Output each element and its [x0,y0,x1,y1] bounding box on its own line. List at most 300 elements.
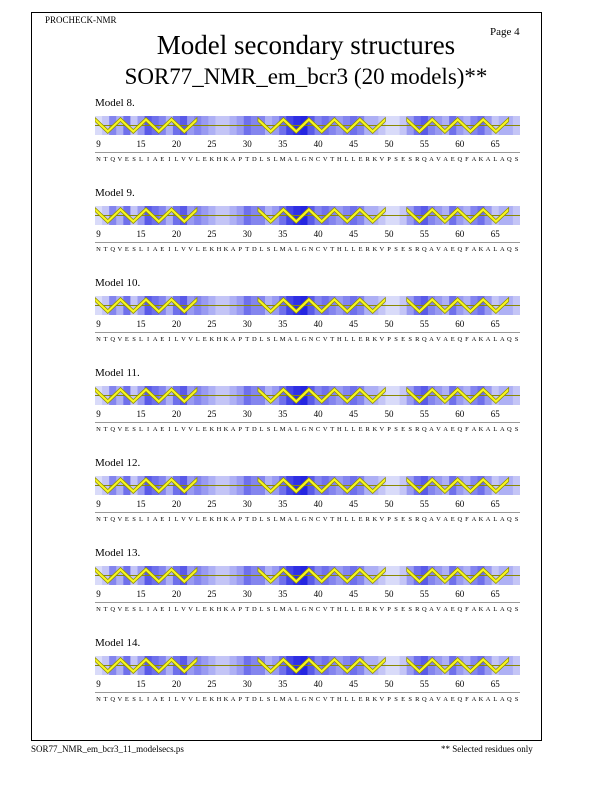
residue-letter: F [465,426,469,433]
residue-letter: K [478,156,484,163]
residue-letter: A [485,606,491,613]
residue-letter: S [132,336,136,343]
residue-letter: L [294,426,299,433]
residue-letter: L [294,156,299,163]
residue-number-axis [95,139,520,151]
residue-letter: V [379,516,385,523]
residue-letter: I [168,426,171,433]
residue-number-tick: 35 [278,139,288,149]
residue-letter: L [294,246,299,253]
residue-letter: L [493,426,498,433]
residue-letter: R [415,156,420,163]
residue-letter: L [259,246,264,253]
residue-letter: L [273,246,278,253]
model-block [0,637,612,717]
residue-number-tick: 35 [278,679,288,689]
residue-letter: V [436,606,441,613]
residue-letter: H [337,606,342,613]
residue-letter: A [152,156,158,163]
residue-letter: N [308,696,314,703]
residue-letter: C [315,696,321,703]
secondary-structure-track [95,296,520,315]
residue-letter: S [394,606,398,613]
residue-number-tick: 30 [242,229,252,239]
residue-letter: N [308,246,314,253]
residue-letter: H [337,156,342,163]
residue-letter: V [117,156,123,163]
residue-letter: K [223,696,229,703]
residue-letter: A [152,606,158,613]
residue-number-tick: 20 [172,229,181,239]
residue-letter: S [394,696,398,703]
residue-letter: E [160,696,165,703]
residue-letter: V [188,516,193,523]
residue-letter: E [401,426,406,433]
residue-letter: V [188,246,193,253]
residue-letter: T [330,246,335,253]
residue-letter: E [450,696,455,703]
residue-number-tick: 9 [96,499,101,509]
residue-letter: L [259,516,264,523]
residue-letter: N [308,606,314,613]
residue-letter: E [358,696,363,703]
residue-letter: V [436,156,441,163]
residue-letter: A [230,516,236,523]
residue-letter: L [294,516,299,523]
residue-letter: A [485,696,491,703]
residue-letter: A [230,156,236,163]
sequence-divider [95,152,520,153]
residue-letter: R [415,246,420,253]
residue-letter: E [160,156,165,163]
residue-number-tick: 25 [207,499,217,509]
residue-letter: E [401,696,406,703]
residue-letter: L [493,246,498,253]
residue-number-tick: 15 [136,409,146,419]
residue-letter: L [351,426,356,433]
residue-number-tick: 40 [313,319,323,329]
model-label: Model 11. [95,367,140,379]
residue-letter: C [315,246,321,253]
residue-letter: S [394,336,398,343]
residue-letter: E [358,606,363,613]
residue-letter: E [358,426,363,433]
residue-letter: V [379,246,385,253]
residue-letter: F [465,336,469,343]
residue-number-tick: 40 [313,499,323,509]
residue-letter: Q [110,606,116,613]
residue-letter: K [223,516,229,523]
residue-letter: A [499,156,505,163]
residue-sequence [95,156,520,166]
residue-letter: E [124,516,129,523]
residue-number-tick: 20 [172,409,181,419]
residue-letter: I [147,156,150,163]
residue-letter: L [294,606,299,613]
residue-letter: S [514,696,519,703]
residue-letter: Q [422,516,427,523]
residue-letter: E [124,696,129,703]
residue-letter: S [132,246,136,253]
residue-letter: A [499,606,505,613]
residue-letter: T [103,516,108,523]
residue-letter: Q [110,696,116,703]
residue-letter: A [429,156,434,163]
residue-number-tick: 25 [207,409,217,419]
residue-number-axis [95,409,520,421]
residue-letter: T [103,426,108,433]
residue-letter: G [301,156,307,163]
residue-number-tick: 40 [313,229,323,239]
residue-letter: K [209,246,215,253]
residue-letter: V [322,606,328,613]
residue-letter: Q [110,156,116,163]
residue-number-axis [95,229,520,241]
residue-letter: H [337,336,342,343]
residue-letter: Q [457,606,463,613]
residue-letter: K [478,696,484,703]
residue-letter: T [330,696,335,703]
residue-letter: L [195,246,200,253]
residue-number-tick: 45 [349,319,358,329]
residue-letter: P [387,246,391,253]
footer-filename: SOR77_NMR_em_bcr3_11_modelsecs.ps [31,744,184,754]
sequence-divider [95,512,520,513]
residue-letter: I [147,606,150,613]
residue-letter: E [202,156,207,163]
residue-letter: R [365,156,370,163]
residue-letter: L [195,336,200,343]
residue-letter: C [315,336,321,343]
residue-letter: N [308,336,314,343]
residue-letter: E [124,156,129,163]
residue-letter: A [471,336,477,343]
residue-letter: P [238,696,242,703]
residue-letter: I [168,516,171,523]
residue-letter: T [245,246,250,253]
secondary-structure-track [95,116,520,135]
residue-number-tick: 55 [419,229,429,239]
page-title: Model secondary structures [156,30,456,60]
model-label: Model 9. [95,187,135,199]
residue-letter: P [387,696,391,703]
residue-letter: A [443,516,448,523]
residue-number-tick: 9 [96,319,101,329]
residue-number-tick: 45 [349,409,358,419]
residue-number-tick: 15 [136,499,146,509]
residue-letter: V [188,336,193,343]
residue-letter: S [266,516,271,523]
residue-letter: K [372,156,378,163]
residue-number-tick: 60 [455,409,465,419]
residue-number-tick: 15 [136,229,146,239]
residue-letter: H [216,696,222,703]
residue-letter: A [287,336,293,343]
model-label: Model 14. [95,637,141,649]
residue-letter: K [223,246,229,253]
model-block [0,187,612,267]
residue-letter: E [202,696,207,703]
residue-letter: Q [507,606,512,613]
residue-number-tick: 20 [172,499,181,509]
residue-letter: C [315,426,321,433]
residue-letter: M [279,516,286,523]
residue-letter: K [478,426,484,433]
residue-letter: E [450,246,455,253]
residue-number-tick: 9 [96,409,101,419]
residue-letter: S [514,516,519,523]
residue-number-tick: 20 [172,139,181,149]
residue-letter: N [96,516,101,523]
residue-letter: N [308,516,314,523]
residue-letter: M [279,696,286,703]
residue-number-tick: 65 [490,139,500,149]
residue-letter: A [443,696,448,703]
residue-letter: L [273,156,278,163]
residue-letter: E [401,606,406,613]
residue-letter: H [337,516,342,523]
residue-letter: Q [457,696,463,703]
residue-letter: S [408,426,412,433]
residue-letter: S [394,426,398,433]
residue-letter: K [223,336,229,343]
residue-letter: Q [422,156,427,163]
residue-letter: A [471,606,477,613]
residue-number-tick: 45 [349,589,358,599]
residue-letter: E [202,606,207,613]
model-label: Model 13. [95,547,141,559]
residue-letter: K [209,156,215,163]
residue-sequence [95,246,520,256]
residue-letter: R [415,606,420,613]
residue-letter: T [103,696,108,703]
residue-letter: T [245,516,250,523]
residue-letter: A [499,336,505,343]
residue-letter: A [230,426,236,433]
residue-number-tick: 40 [313,139,323,149]
residue-letter: A [152,426,158,433]
residue-letter: I [147,246,150,253]
residue-number-tick: 20 [172,319,181,329]
residue-letter: V [188,606,193,613]
residue-letter: E [160,246,165,253]
residue-sequence [95,606,520,616]
residue-number-tick: 35 [278,409,288,419]
residue-letter: A [429,336,434,343]
residue-number-tick: 55 [419,679,429,689]
residue-letter: L [351,696,356,703]
residue-number-tick: 40 [313,409,323,419]
residue-letter: L [195,516,200,523]
residue-letter: L [174,426,179,433]
residue-letter: E [160,606,165,613]
residue-letter: N [96,246,101,253]
residue-letter: F [465,696,469,703]
residue-letter: V [436,516,441,523]
residue-number-tick: 60 [455,679,465,689]
residue-letter: P [238,156,242,163]
residue-letter: A [287,246,293,253]
residue-letter: V [322,516,328,523]
residue-letter: N [96,336,101,343]
residue-letter: A [429,516,434,523]
residue-letter: Q [422,426,427,433]
residue-number-tick: 9 [96,679,101,689]
footer-note: ** Selected residues only [441,744,533,754]
residue-letter: A [152,516,158,523]
residue-letter: A [152,696,158,703]
residue-letter: L [195,426,200,433]
residue-letter: Q [110,336,116,343]
residue-letter: L [493,696,498,703]
residue-letter: L [174,606,179,613]
residue-number-tick: 40 [313,589,323,599]
sequence-divider [95,602,520,603]
residue-sequence [95,516,520,526]
residue-letter: Q [507,426,512,433]
residue-letter: H [216,606,222,613]
residue-letter: T [103,246,108,253]
residue-letter: A [287,516,293,523]
secondary-structure-track [95,566,520,585]
residue-letter: T [103,336,108,343]
residue-number-tick: 9 [96,589,101,599]
residue-letter: L [294,336,299,343]
residue-number-tick: 35 [278,319,288,329]
residue-letter: R [365,336,370,343]
model-label: Model 8. [95,97,135,109]
residue-number-tick: 55 [419,589,429,599]
model-block [0,97,612,177]
model-label: Model 10. [95,277,141,289]
residue-sequence [95,426,520,436]
residue-letter: E [202,246,207,253]
residue-letter: A [443,156,448,163]
residue-letter: C [315,606,321,613]
residue-number-tick: 25 [207,589,217,599]
residue-letter: S [132,426,136,433]
residue-letter: E [202,336,207,343]
residue-letter: A [499,516,505,523]
residue-letter: L [259,696,264,703]
residue-letter: M [279,336,286,343]
residue-letter: V [181,156,186,163]
residue-letter: A [471,516,477,523]
residue-letter: T [330,426,335,433]
residue-letter: A [443,426,448,433]
residue-letter: V [117,606,123,613]
residue-letter: P [387,336,391,343]
residue-letter: G [301,426,307,433]
residue-number-tick: 55 [419,409,429,419]
residue-number-tick: 15 [136,679,146,689]
secondary-structure-track [95,206,520,225]
residue-number-tick: 55 [419,319,429,329]
residue-number-tick: 20 [172,679,181,689]
residue-letter: L [139,156,143,163]
residue-sequence [95,696,520,706]
residue-letter: L [344,516,349,523]
residue-letter: L [195,606,200,613]
residue-letter: I [147,426,150,433]
residue-letter: S [514,426,519,433]
residue-letter: V [181,516,186,523]
residue-letter: V [181,606,186,613]
residue-number-tick: 50 [384,139,394,149]
residue-letter: A [230,336,236,343]
residue-number-tick: 35 [278,229,288,239]
residue-number-tick: 25 [207,679,217,689]
residue-letter: L [493,156,498,163]
residue-letter: D [252,426,257,433]
residue-letter: Q [110,426,116,433]
residue-letter: G [301,246,307,253]
residue-letter: E [450,606,455,613]
residue-letter: L [139,516,143,523]
residue-letter: D [252,246,257,253]
residue-letter: I [147,516,150,523]
residue-letter: F [465,246,469,253]
residue-number-tick: 25 [207,139,217,149]
residue-letter: A [443,246,448,253]
residue-letter: C [315,516,321,523]
sequence-divider [95,242,520,243]
residue-letter: Q [507,246,512,253]
residue-letter: G [301,336,307,343]
residue-letter: H [216,246,222,253]
residue-number-tick: 65 [490,679,500,689]
residue-letter: L [344,606,349,613]
residue-letter: V [117,336,123,343]
sequence-divider [95,332,520,333]
residue-letter: V [188,156,193,163]
residue-number-tick: 60 [455,319,465,329]
residue-number-tick: 45 [349,139,358,149]
residue-letter: E [401,246,406,253]
residue-number-tick: 45 [349,499,358,509]
residue-letter: L [351,156,356,163]
residue-letter: C [315,156,321,163]
residue-letter: Q [422,606,427,613]
residue-letter: T [245,336,250,343]
residue-letter: E [124,246,129,253]
residue-letter: I [168,606,171,613]
residue-number-tick: 55 [419,499,429,509]
residue-letter: T [330,336,335,343]
residue-letter: R [415,516,420,523]
residue-letter: E [202,516,207,523]
residue-letter: K [372,696,378,703]
residue-letter: E [450,156,455,163]
secondary-structure-track [95,386,520,405]
residue-letter: K [478,606,484,613]
residue-letter: R [415,426,420,433]
residue-letter: A [485,426,491,433]
residue-letter: T [103,156,108,163]
residue-letter: Q [507,156,512,163]
residue-letter: A [471,246,477,253]
residue-letter: A [429,606,434,613]
model-block [0,457,612,537]
residue-letter: E [358,336,363,343]
residue-number-tick: 30 [242,589,252,599]
residue-letter: S [266,156,271,163]
residue-number-tick: 65 [490,499,500,509]
residue-letter: S [408,336,412,343]
residue-number-tick: 30 [242,319,252,329]
residue-sequence [95,336,520,346]
residue-letter: L [351,606,356,613]
